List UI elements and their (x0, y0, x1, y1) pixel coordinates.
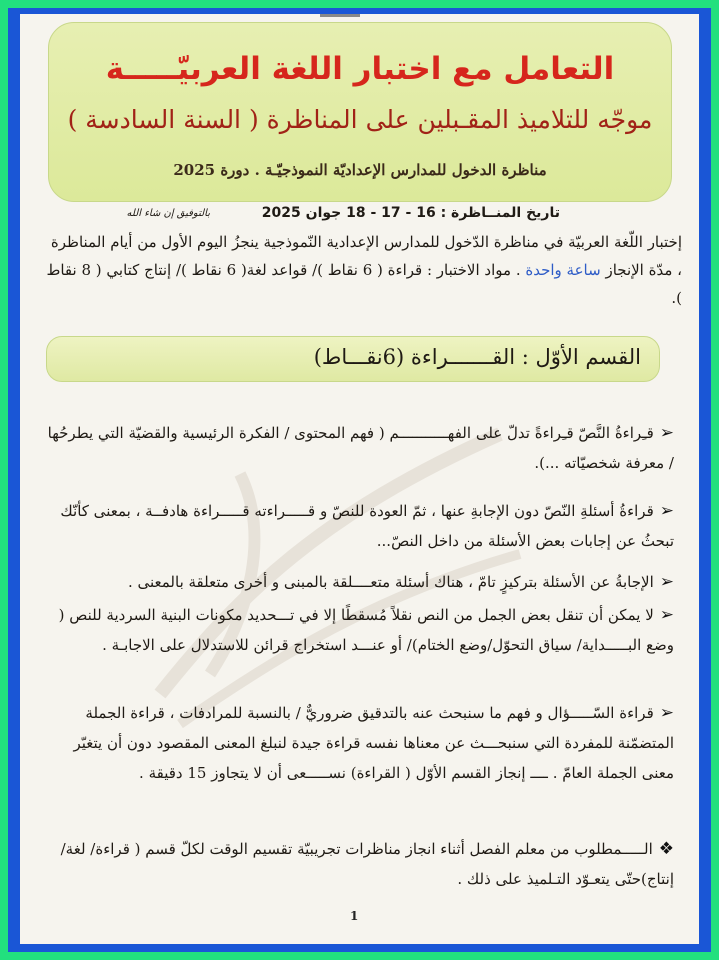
signature: بالتوفيق إن شاء الله (126, 208, 210, 219)
exam-date: تاريخ المنــاظرة : 16 - 17 - 18 جوان 2025 (261, 205, 560, 221)
check-arrow-icon: ➢ (659, 501, 674, 521)
list-item (44, 600, 674, 660)
document-page (20, 14, 699, 944)
paragraph-text: الإجابةُ عن الأسئلة بتركيزٍ تامّ ، هناك أسئلة متعــــلقة بالمبنى و أخرى متعلقة بالمعنى . (127, 573, 654, 591)
intro-text-2: . مواد الاختبار : قراءة ( 6 نقاط )/ قواعد لغة( 6 نقاط )/ إنتاج كتابي ( 8 نقاط ). (46, 261, 682, 307)
paragraph-text: لا يمكن أن تنقل بعض الجمل من النص نقلاً مُسقطًا إلا في تـــحديد مكونات البنية السردية للنص ( وضع البـــــداية/ سياق التحوّل/وضع الختام)/ أو عنـــد استخراج قرائن للاستدلال على الاجابـة . (58, 606, 674, 654)
diamond-bullet-icon: ❖ (658, 839, 674, 859)
page-number: 1 (350, 909, 359, 923)
check-arrow-icon: ➢ (659, 605, 674, 625)
page-title: التعامل مع اختبار اللغة العربيّـــــة (105, 51, 615, 87)
paragraph-text: قراءةُ أسئلةِ النّصّ دون الإجابةِ عنها ، ثمّ العودة للنصّ و قـــــراءته قـــــراءة هادفــة ، بمعنى كأنّك تبحثُ عن إجابات بعض الأسئلة من داخل النصّ... (60, 502, 674, 550)
exam-line: مناظرة الدخول للمدارس الإعداديّة النموذجيّـة . دورة 2025 (173, 161, 547, 179)
paragraph-text: الـــــمطلوب من معلم الفصل أثناء انجاز مناظرات تجريبيّة تقسيم الوقت لكلّ قسم ( قراءة/ لغة/ إنتاج)حتّى يتعـوّد التـلميذ على ذلك . (60, 840, 674, 888)
check-arrow-icon: ➢ (659, 572, 674, 592)
list-item (44, 418, 674, 478)
intro-text-1: إختبار اللّغة العربيّة في مناظرة الدّخول للمدارس الإعدادية النّموذجية ينجزُ اليوم الأول من أيام المناظرة ، مدّة الإنجاز (50, 233, 682, 279)
page-subtitle: موجّه للتلاميذ المقـبلين على المناظرة ( السنة السادسة ) (67, 105, 653, 134)
top-mark (320, 14, 360, 17)
section-banner (46, 336, 660, 382)
check-arrow-icon: ➢ (659, 423, 674, 443)
list-item (44, 496, 674, 556)
list-item (44, 834, 674, 894)
check-arrow-icon: ➢ (659, 703, 674, 723)
list-item (44, 567, 674, 597)
intro-paragraph (42, 228, 682, 312)
paragraph-text: قراءة السّـــــؤال و فهم ما سنبحث عنه بالتدقيق ضروريٌّ / بالنسبة للمرادفات ، قراءة الجملة المتضمّنة للمفردة التي سنبحـــث عن معناها نفسه قراءة جيدة لنبلغ المعنى المقصود دون أن يتغيّر معنى الجملة العامّ . ــــ إنجاز القسم الأوّل ( القراءة) نســـــعى أن لا يتجاوز 15 دقيقة . (73, 704, 674, 782)
list-item (44, 698, 674, 788)
paragraph-text: قـِراءةُ النَّصّ قـِراءةً تدلّ على الفهـــــــــــم ( فهم المحتوى / الفكرة الرئيسية والقضيّة التي يطرحُها / معرفة شخصيّاته ...). (47, 424, 674, 472)
section-title: القسم الأوّل : القـــــــراءة (6نقـــاط) (313, 345, 641, 369)
header-banner (48, 22, 672, 202)
duration-highlight: ساعة واحدة (525, 261, 601, 279)
